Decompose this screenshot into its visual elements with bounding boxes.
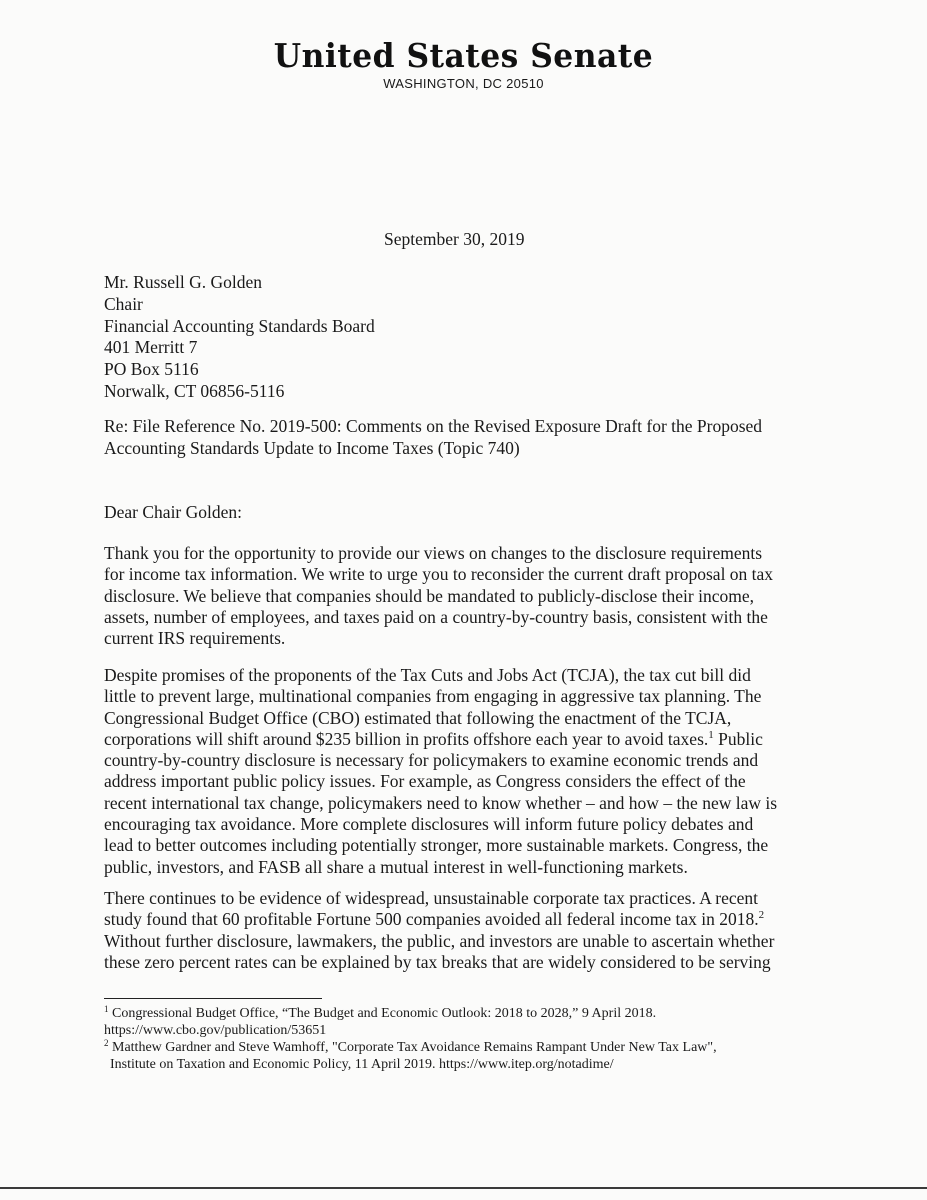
paragraph-line: disclosure. We believe that companies should be mandated to publicly-disclose their income, [104, 585, 754, 606]
reference-line-1: Re: File Reference No. 2019-500: Comments on the Revised Exposure Draft for the Proposed [104, 416, 763, 436]
paragraph-line: Despite promises of the proponents of the Tax Cuts and Jobs Act (TCJA), the tax cut bill did [104, 665, 751, 685]
recipient-po-box: PO Box 5116 [104, 359, 199, 380]
paragraph-line [104, 729, 824, 750]
paragraph-line: Thank you for the opportunity to provide our views on changes to the disclosure requirements [104, 543, 763, 563]
footnote-ref-1: 1 [708, 728, 714, 741]
paragraph-line: Without further disclosure, lawmakers, the public, and investors are unable to ascertain whether [104, 930, 775, 951]
paragraph-line: little to prevent large, multinational companies from engaging in aggressive tax planning. The [104, 686, 762, 707]
recipient-name: Mr. Russell G. Golden [104, 272, 262, 292]
recipient-city: Norwalk, CT 06856-5116 [104, 380, 285, 401]
paragraph-line [104, 909, 824, 930]
paragraph-line: these zero percent rates can be explained by tax breaks that are widely considered to be serving [104, 951, 771, 972]
footnote-text: Matthew Gardner and Steve Wamhoff, "Corporate Tax Avoidance Remains Rampant Under New Tax Law", [112, 1040, 717, 1055]
reference-line-2: Accounting Standards Update to Income Taxes (Topic 740) [104, 437, 520, 458]
footnote-mark: 1 [104, 1004, 109, 1014]
paragraph-2 [104, 665, 824, 878]
paragraph-3 [104, 888, 824, 973]
salutation: Dear Chair Golden: [104, 502, 243, 522]
footnote-2-source: Institute on Taxation and Economic Policy, 11 April 2019. https://www.itep.org/notadime/ [110, 1057, 614, 1072]
paragraph-text: corporations will shift around $235 billion in profits offshore each year to avoid taxes. [104, 728, 709, 749]
paragraph-line: for income tax information. We write to urge you to reconsider the current draft proposal on tax [104, 564, 774, 585]
paragraph-line: assets, number of employees, and taxes paid on a country-by-country basis, consistent with the [104, 606, 768, 627]
paragraph-1 [104, 543, 824, 649]
footnotes [104, 1005, 824, 1073]
paragraph-line: address important public policy issues. For example, as Congress considers the effect of the [104, 771, 746, 792]
footnote-2 [104, 1039, 824, 1056]
footnote-1 [104, 1005, 824, 1022]
paragraph-line: Congressional Budget Office (CBO) estimated that following the enactment of the TCJA, [104, 707, 732, 728]
paragraph-text: study found that 60 profitable Fortune 500 companies avoided all federal income tax in 2018. [104, 909, 759, 930]
footnote-1-url: https://www.cbo.gov/publication/53651 [104, 1023, 327, 1038]
footnote-divider [104, 998, 322, 999]
recipient-street: 401 Merritt 7 [104, 337, 198, 358]
senate-title: United States Senate [273, 36, 654, 75]
letter-date: September 30, 2019 [384, 229, 525, 249]
recipient-address [104, 272, 375, 403]
paragraph-line: There continues to be evidence of widespread, unsustainable corporate tax practices. A recent [104, 888, 759, 908]
recipient-title: Chair [104, 293, 143, 314]
footnote-text: Congressional Budget Office, “The Budget and Economic Outlook: 2018 to 2028,” 9 April 2018. [112, 1006, 657, 1021]
paragraph-line: lead to better outcomes including potentially stronger, more sustainable markets. Congress, the [104, 835, 769, 856]
paragraph-text: Public [718, 728, 763, 749]
paragraph-line: public, investors, and FASB all share a mutual interest in well-functioning markets. [104, 856, 688, 877]
paragraph-line: current IRS requirements. [104, 628, 286, 649]
recipient-organization: Financial Accounting Standards Board [104, 315, 375, 336]
letterhead [0, 36, 927, 92]
footnote-mark: 2 [104, 1038, 109, 1048]
paragraph-line: recent international tax change, policymakers need to know whether – and how – the new law is [104, 792, 778, 813]
paragraph-line: encouraging tax avoidance. More complete disclosures will inform future policy debates and [104, 814, 754, 835]
paragraph-line: country-by-country disclosure is necessary for policymakers to examine economic trends and [104, 750, 759, 771]
senate-address: WASHINGTON, DC 20510 [383, 76, 544, 91]
footnote-ref-2: 2 [758, 909, 765, 922]
reference-line [104, 416, 824, 459]
page-bottom-edge [0, 1187, 927, 1189]
